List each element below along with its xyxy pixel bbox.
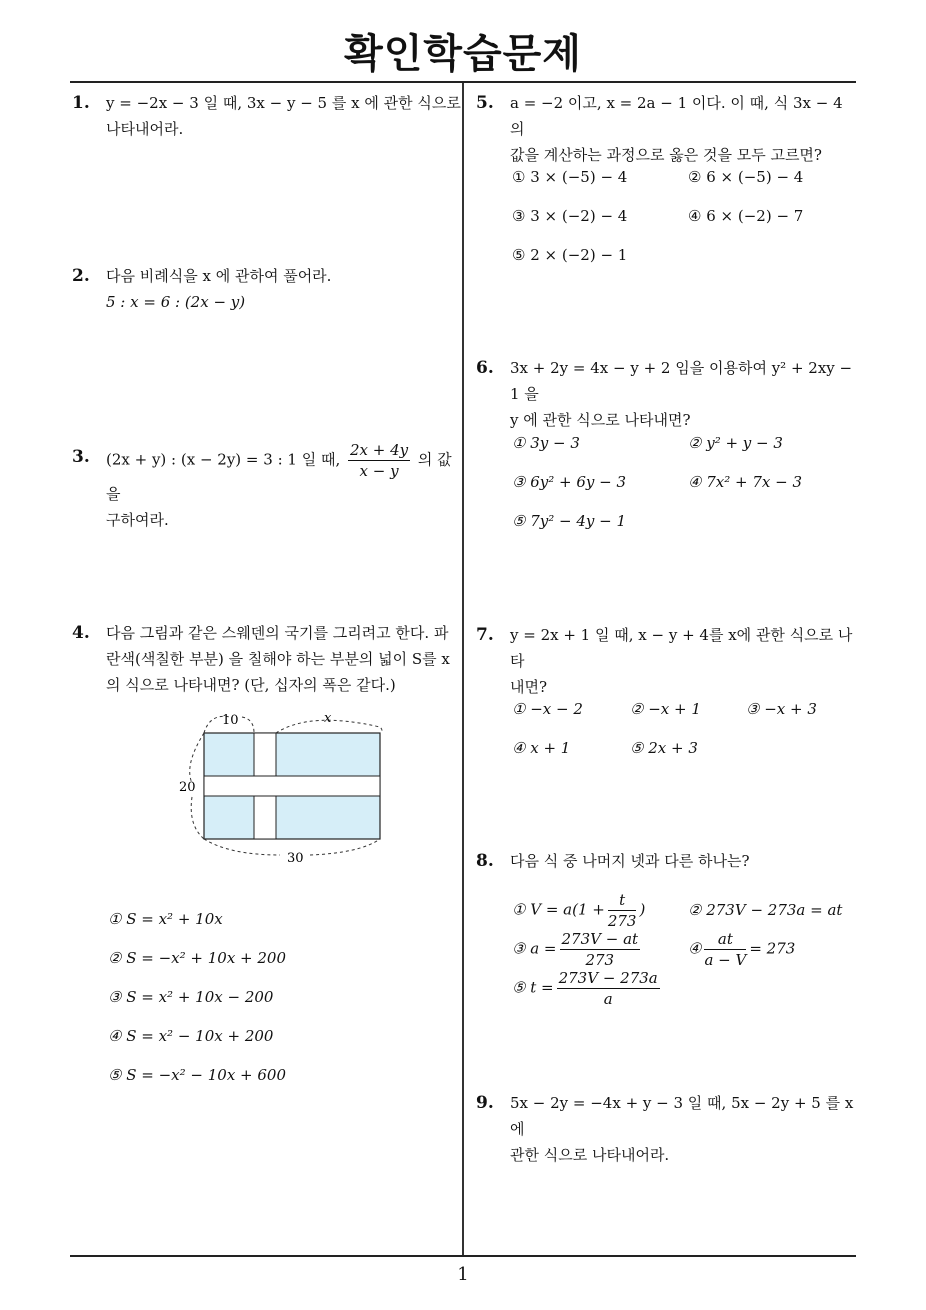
question-number: 9. xyxy=(476,1093,494,1113)
question-5 xyxy=(476,90,861,168)
page-title: 확인학습문제 xyxy=(344,31,582,77)
choice-4[interactable]: ④ 7x² + 7x − 3 xyxy=(688,473,802,491)
question-text: 란색(색칠한 부분) 을 칠해야 하는 부분의 넓이 S를 x xyxy=(106,650,450,668)
dim-arc-10-right xyxy=(242,717,254,733)
question-text: 다음 그림과 같은 스웨덴의 국기를 그리려고 한다. 파 xyxy=(106,624,449,642)
question-number: 8. xyxy=(476,851,494,871)
question-number: 4. xyxy=(72,623,90,643)
question-text: 나타내어라. xyxy=(106,120,184,138)
question-1 xyxy=(72,90,462,142)
label-30: 30 xyxy=(287,851,304,866)
choice-4[interactable]: ④ x + 1 xyxy=(512,739,571,757)
numerator: 2x + 4y xyxy=(350,441,409,459)
question-3 xyxy=(72,440,462,533)
question-2 xyxy=(72,263,462,315)
choice-3[interactable]: ③ −x + 3 xyxy=(746,700,817,718)
label-x: x xyxy=(324,711,332,726)
question-text: (2x + y) : (x − 2y) = 3 : 1 일 때, xyxy=(106,450,341,469)
column-divider xyxy=(462,83,464,1257)
proportion-equation: 5 : x = 6 : (2x − y) xyxy=(106,293,246,311)
choice-2[interactable]: ② S = −x² + 10x + 200 xyxy=(108,949,287,967)
question-number: 5. xyxy=(476,93,494,113)
question-text: 3x + 2y = 4x − y + 2 임을 이용하여 y² + 2xy − 1 을 xyxy=(510,359,853,403)
dim-arc-30-right xyxy=(310,839,380,855)
choice-5[interactable]: ⑤ 2 × (−2) − 1 xyxy=(512,246,628,264)
choice-4[interactable]: ④ 6 × (−2) − 7 xyxy=(688,207,804,225)
label-20: 20 xyxy=(179,780,196,795)
question-4 xyxy=(72,620,462,698)
bottom-rule xyxy=(70,1255,856,1257)
fraction xyxy=(348,440,410,481)
question-7 xyxy=(476,622,861,700)
question-number: 3. xyxy=(72,447,90,467)
choice-5[interactable]: ⑤ 2x + 3 xyxy=(630,739,698,757)
choice-4[interactable]: ④ $\frac{at}{a - V}$ = 273 xyxy=(688,930,796,969)
choice-2[interactable]: ② y² + y − 3 xyxy=(688,434,783,452)
choice-5[interactable]: ⑤ S = −x² − 10x + 600 xyxy=(108,1066,287,1084)
question-text: 값을 계산하는 과정으로 옳은 것을 모두 고르면? xyxy=(510,146,822,164)
question-number: 6. xyxy=(476,358,494,378)
question-text: y = 2x + 1 일 때, x − y + 4를 x에 관한 식으로 나타 xyxy=(510,626,853,670)
question-number: 1. xyxy=(72,93,90,113)
question-text: 내면? xyxy=(510,678,548,696)
choice-1[interactable]: ① V = a(1 + $\frac{t}{273}$ ) xyxy=(512,891,646,930)
dim-arc-30-left xyxy=(204,839,280,855)
question-number: 7. xyxy=(476,625,494,645)
fraction: $\frac{273V - 273a}{a}$ xyxy=(558,969,658,1008)
question-text: 의 값을 xyxy=(106,450,452,503)
dim-arc-20-top xyxy=(190,733,204,783)
dim-arc-20-bottom xyxy=(191,797,204,839)
denominator: x − y xyxy=(359,462,399,480)
choice-2[interactable]: ② 273V − 273a = at xyxy=(688,901,843,919)
choice-5[interactable]: ⑤ 7y² − 4y − 1 xyxy=(512,512,627,530)
choice-4[interactable]: ④ S = x² − 10x + 200 xyxy=(108,1027,274,1045)
choice-3[interactable]: ③ S = x² + 10x − 200 xyxy=(108,988,274,1006)
choice-1[interactable]: ① S = x² + 10x xyxy=(108,910,223,928)
choice-2[interactable]: ② −x + 1 xyxy=(630,700,701,718)
question-number: 2. xyxy=(72,266,90,286)
choice-1[interactable]: ① 3 × (−5) − 4 xyxy=(512,168,628,186)
sweden-flag-figure xyxy=(170,705,390,870)
question-text: y 에 관한 식으로 나타내면? xyxy=(510,411,691,429)
choice-3[interactable]: ③ a = $\frac{273V - at}{273}$ xyxy=(512,930,639,969)
fraction: $\frac{at}{a - V}$ xyxy=(704,930,747,969)
question-text: 다음 비례식을 x 에 관하여 풀어라. xyxy=(106,267,332,285)
choice-1[interactable]: ① 3y − 3 xyxy=(512,434,580,452)
question-text: 의 식으로 나타내면? (단, 십자의 폭은 같다.) xyxy=(106,676,396,694)
cross-center xyxy=(255,777,275,795)
question-text: 관한 식으로 나타내어라. xyxy=(510,1146,670,1164)
choice-3[interactable]: ③ 6y² + 6y − 3 xyxy=(512,473,627,491)
question-6 xyxy=(476,355,861,433)
question-8 xyxy=(476,848,861,874)
choice-2[interactable]: ② 6 × (−5) − 4 xyxy=(688,168,804,186)
question-text: y = −2x − 3 일 때, 3x − y − 5 를 x 에 관한 식으로 xyxy=(106,94,461,112)
choice-1[interactable]: ① −x − 2 xyxy=(512,700,583,718)
choice-5[interactable]: ⑤ t = $\frac{273V - 273a}{a}$ xyxy=(512,969,658,1008)
fraction: $\frac{273V - at}{273}$ xyxy=(561,930,639,969)
fraction: $\frac{t}{273}$ xyxy=(607,891,637,930)
question-9 xyxy=(476,1090,861,1168)
cross-horizontal xyxy=(204,776,380,796)
question-text: a = −2 이고, x = 2a − 1 이다. 이 때, 식 3x − 4 의 xyxy=(510,94,843,138)
choice-3[interactable]: ③ 3 × (−2) − 4 xyxy=(512,207,628,225)
question-text: 다음 식 중 나머지 넷과 다른 하나는? xyxy=(510,852,750,870)
question-text: 구하여라. xyxy=(106,511,169,529)
label-10: 10 xyxy=(222,713,239,728)
question-text: 5x − 2y = −4x + y − 3 일 때, 5x − 2y + 5 를 x 에 xyxy=(510,1094,854,1138)
page-number: 1 xyxy=(457,1264,469,1285)
